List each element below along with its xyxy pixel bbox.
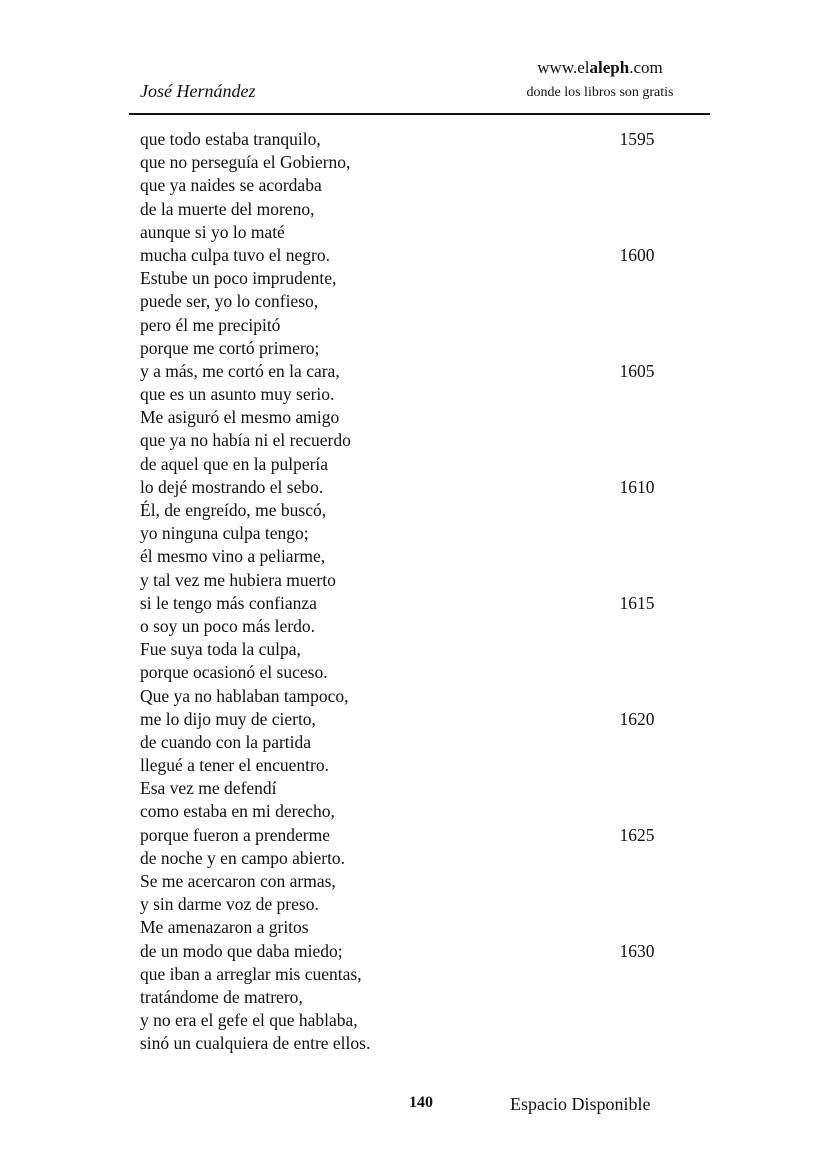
verse-line: que ya naides se acordaba <box>140 175 322 196</box>
verse-line: Me asiguró el mesmo amigo <box>140 407 340 428</box>
verse-line: mucha culpa tuvo el negro. <box>140 244 331 265</box>
site-url-prefix: www.el <box>537 58 590 77</box>
verse-line: de un modo que daba miedo; <box>140 940 343 961</box>
verse-line: pero él me precipitó <box>140 314 281 335</box>
verse-line: él mesmo vino a peliarme, <box>140 546 326 567</box>
header-divider <box>129 113 710 115</box>
verse-line: Que ya no hablaban tampoco, <box>140 685 349 706</box>
author-name: José Hernández <box>140 81 256 101</box>
verse-line: yo ninguna culpa tengo; <box>140 523 309 544</box>
site-url-bold: aleph <box>589 58 630 77</box>
verse-number: 1600 <box>619 245 655 265</box>
verse-line: que ya no había ni el recuerdo <box>140 430 351 451</box>
verse-line: porque ocasionó el suceso. <box>140 662 328 683</box>
verse-line: Estube un poco imprudente, <box>140 268 337 289</box>
verse-number: 1605 <box>619 361 655 381</box>
verse-number: 1620 <box>619 709 655 729</box>
verse-line: que todo estaba tranquilo, <box>140 129 321 149</box>
verse-line: de aquel que en la pulpería <box>140 453 329 474</box>
verse-line: tratándome de matrero, <box>140 986 303 1007</box>
verse-line: Me amenazaron a gritos <box>140 917 309 938</box>
verse-line: Él, de engreído, me buscó, <box>140 500 327 520</box>
verse-number: 1595 <box>619 129 655 149</box>
verse-line: llegué a tener el encuentro. <box>140 755 329 776</box>
verse-line: que no perseguía el Gobierno, <box>140 152 351 173</box>
verse-line: si le tengo más confianza <box>140 592 317 613</box>
verse-line: y no era el gefe el que hablaba, <box>140 1010 358 1031</box>
verse-line: de cuando con la partida <box>140 731 312 752</box>
site-tagline: donde los libros son gratis <box>526 85 674 100</box>
verse-line: de la muerte del moreno, <box>140 198 315 219</box>
verse-line: y tal vez me hubiera muerto <box>140 569 336 590</box>
verse-line: Fue suya toda la culpa, <box>140 639 301 660</box>
verse-number: 1625 <box>619 825 655 845</box>
site-url-suffix: .com <box>629 58 663 77</box>
verse-line: y sin darme voz de preso. <box>140 894 319 915</box>
verse-line: que es un asunto muy serio. <box>140 384 335 405</box>
verse-line: aunque si yo lo maté <box>140 221 285 242</box>
verse-line: Esa vez me defendí <box>140 778 277 799</box>
verse-line: porque fueron a prenderme <box>140 824 330 845</box>
verse-line: me lo dijo muy de cierto, <box>140 708 316 729</box>
verse-line: o soy un poco más lerdo. <box>140 615 315 636</box>
verse-line: porque me cortó primero; <box>140 337 320 358</box>
page-number: 140 <box>409 1094 433 1111</box>
poem-verses <box>140 128 610 1056</box>
verse-line: Se me acercaron con armas, <box>140 871 336 891</box>
site-url[interactable] <box>500 58 700 78</box>
footer-caption: Espacio Disponible <box>510 1094 651 1114</box>
verse-line: que iban a arreglar mis cuentas, <box>140 963 362 984</box>
verse-number: 1610 <box>619 477 655 497</box>
verse-number: 1630 <box>619 941 655 961</box>
verse-line: como estaba en mi derecho, <box>140 801 335 822</box>
verse-line: y a más, me cortó en la cara, <box>140 360 340 381</box>
verse-number: 1615 <box>619 593 655 613</box>
verse-line: sinó un cualquiera de entre ellos. <box>140 1033 371 1054</box>
verse-line: de noche y en campo abierto. <box>140 847 346 868</box>
verse-line: puede ser, yo lo confieso, <box>140 291 319 312</box>
verse-line: lo dejé mostrando el sebo. <box>140 476 324 497</box>
